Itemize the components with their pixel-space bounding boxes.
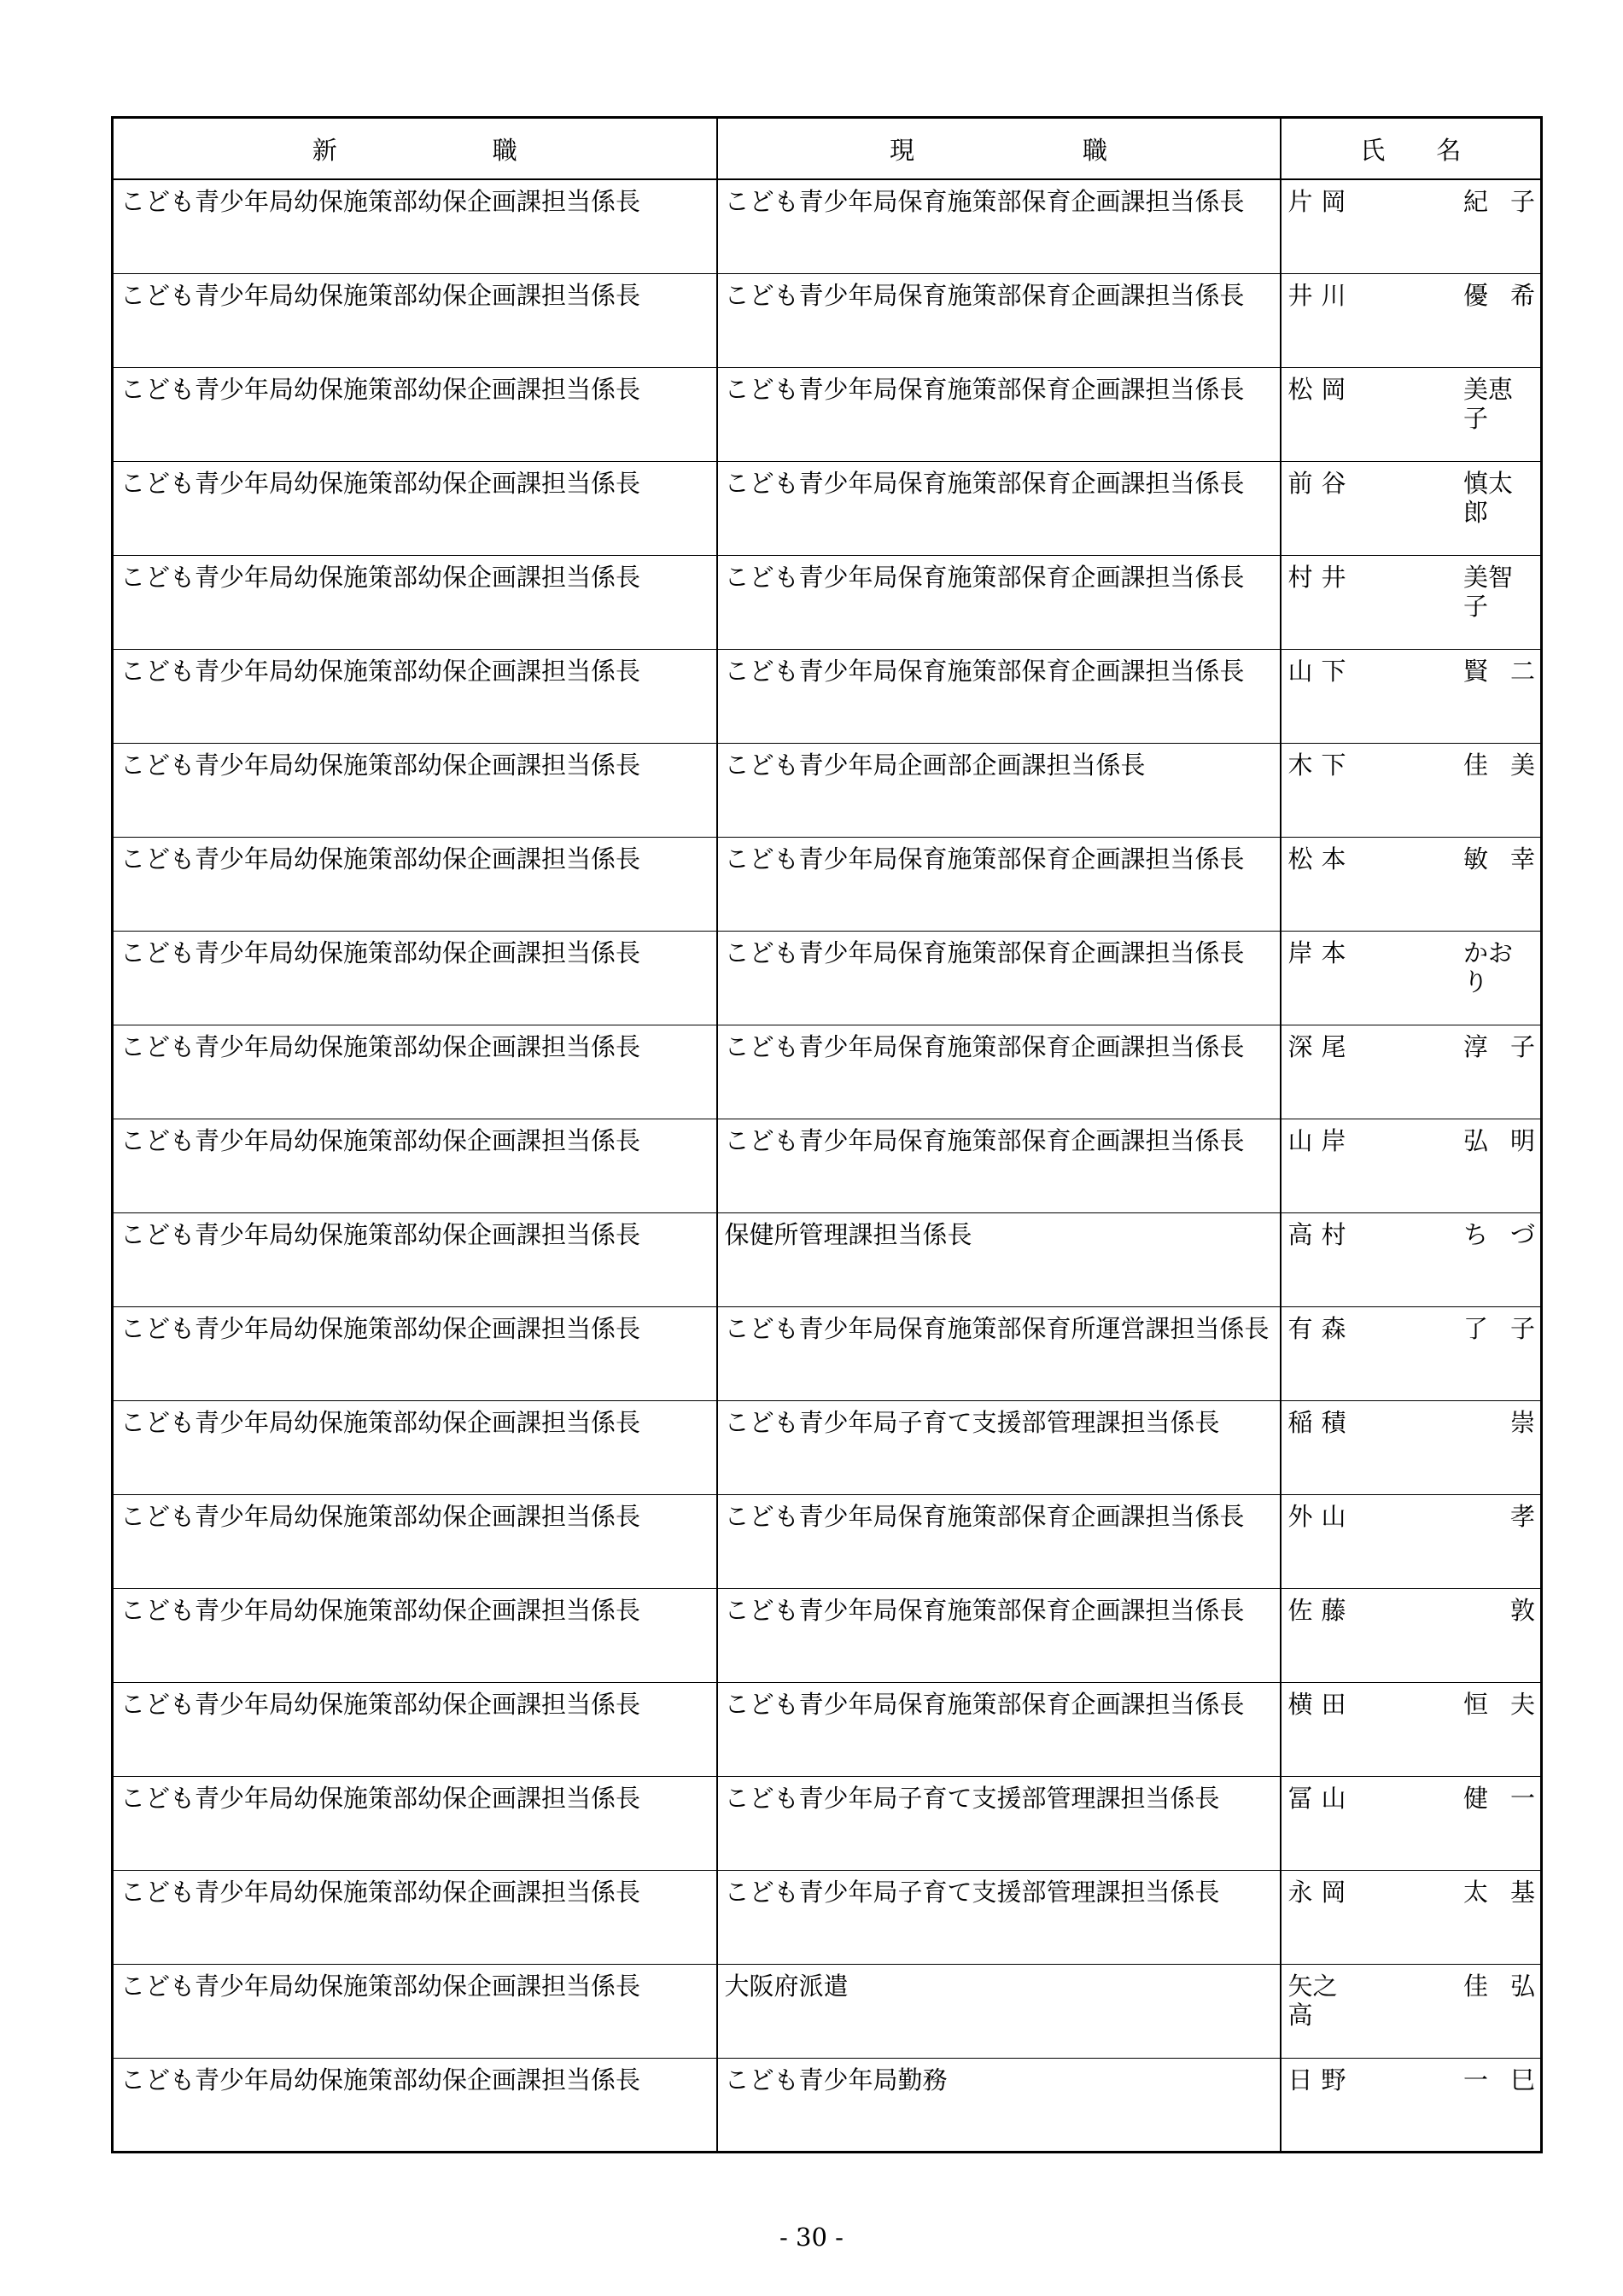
surname-part: 野 — [1321, 2065, 1346, 2094]
given-name-part: 紀 — [1463, 187, 1489, 216]
header-new-post-char-1: 新 — [312, 135, 337, 165]
surname-part: 山 — [1321, 1501, 1346, 1531]
surname-part: 岡 — [1321, 187, 1346, 216]
given-name — [1463, 1690, 1535, 1719]
current-post-cell: こども青少年局保育施策部保育企画課担当係長 — [717, 273, 1281, 367]
person-name — [1288, 938, 1536, 996]
surname-part: 岡 — [1321, 374, 1346, 404]
header-new-post-char-2: 職 — [492, 135, 517, 165]
surname-part: 山 — [1287, 1125, 1313, 1155]
surname — [1288, 375, 1346, 433]
new-post-cell: こども青少年局幼保施策部幼保企画課担当係長 — [113, 1025, 717, 1119]
table-row — [113, 273, 1542, 367]
new-post-cell: こども青少年局幼保施策部幼保企画課担当係長 — [113, 555, 717, 649]
table-row — [113, 1494, 1542, 1588]
name-cell — [1281, 1870, 1542, 1964]
given-name-part: 子 — [1509, 1313, 1535, 1343]
surname — [1288, 1784, 1346, 1813]
new-post-cell: こども青少年局幼保施策部幼保企画課担当係長 — [113, 1776, 717, 1870]
new-post-cell: こども青少年局幼保施策部幼保企画課担当係長 — [113, 931, 717, 1025]
surname-part: 松 — [1287, 844, 1313, 873]
new-post-cell: こども青少年局幼保施策部幼保企画課担当係長 — [113, 837, 717, 931]
surname-part: 有 — [1287, 1313, 1313, 1343]
person-name — [1288, 563, 1536, 621]
given-name-part: 弘 — [1463, 1125, 1489, 1155]
person-name — [1288, 1878, 1536, 1907]
name-cell — [1281, 1212, 1542, 1306]
name-cell — [1281, 367, 1542, 461]
given-name — [1463, 2065, 1535, 2094]
given-name-part: づ — [1509, 1219, 1535, 1249]
table-row — [113, 1212, 1542, 1306]
new-post-cell: こども青少年局幼保施策部幼保企画課担当係長 — [113, 2058, 717, 2152]
surname — [1288, 1502, 1346, 1531]
current-post-cell: こども青少年局保育施策部保育企画課担当係長 — [717, 461, 1281, 555]
table-row — [113, 931, 1542, 1025]
given-name — [1463, 657, 1535, 686]
current-post-cell: こども青少年局保育施策部保育企画課担当係長 — [717, 179, 1281, 273]
header-new-post — [113, 118, 717, 180]
person-name — [1288, 1126, 1536, 1155]
given-name-part: 巳 — [1509, 2065, 1535, 2094]
given-name — [1463, 375, 1535, 433]
given-name-part: 了 — [1463, 1313, 1489, 1343]
header-current-post-char-2: 職 — [1082, 135, 1107, 165]
surname — [1288, 938, 1346, 996]
surname — [1288, 1032, 1346, 1061]
new-post-cell: こども青少年局幼保施策部幼保企画課担当係長 — [113, 461, 717, 555]
name-cell — [1281, 555, 1542, 649]
surname-part: 田 — [1321, 1689, 1346, 1719]
new-post-cell: こども青少年局幼保施策部幼保企画課担当係長 — [113, 1682, 717, 1776]
surname — [1288, 469, 1346, 527]
name-cell — [1281, 649, 1542, 743]
surname-part: 高 — [1287, 1219, 1313, 1249]
surname-part: 山 — [1287, 656, 1313, 686]
surname — [1288, 1314, 1346, 1343]
current-post-cell: こども青少年局保育施策部保育企画課担当係長 — [717, 1588, 1281, 1682]
given-name-part: 賢 — [1463, 656, 1489, 686]
given-name — [1463, 751, 1535, 780]
name-cell — [1281, 837, 1542, 931]
person-name — [1288, 1220, 1536, 1249]
name-cell — [1281, 1964, 1542, 2058]
surname-part: 井 — [1321, 562, 1346, 592]
current-post-cell: こども青少年局子育て支援部管理課担当係長 — [717, 1400, 1281, 1494]
surname-part: 横 — [1287, 1689, 1313, 1719]
surname-part: 本 — [1321, 938, 1346, 967]
surname — [1288, 1408, 1346, 1437]
surname — [1288, 1690, 1346, 1719]
person-name — [1288, 844, 1536, 873]
name-cell — [1281, 1400, 1542, 1494]
new-post-cell: こども青少年局幼保施策部幼保企画課担当係長 — [113, 179, 717, 273]
given-name-part: 敏 — [1463, 844, 1489, 873]
current-post-cell: こども青少年局子育て支援部管理課担当係長 — [717, 1870, 1281, 1964]
given-name-part: 弘 — [1509, 1971, 1535, 2001]
surname — [1288, 1972, 1346, 2030]
name-cell — [1281, 1306, 1542, 1400]
name-cell — [1281, 743, 1542, 837]
surname-part: 岡 — [1321, 1877, 1346, 1907]
given-name-part: 二 — [1509, 656, 1535, 686]
given-name — [1463, 1220, 1535, 1249]
new-post-cell: こども青少年局幼保施策部幼保企画課担当係長 — [113, 1400, 717, 1494]
current-post-cell: 保健所管理課担当係長 — [717, 1212, 1281, 1306]
given-name — [1463, 1596, 1535, 1625]
surname-part: 永 — [1287, 1877, 1313, 1907]
table-row — [113, 1776, 1542, 1870]
table-row — [113, 461, 1542, 555]
name-cell — [1281, 1025, 1542, 1119]
new-post-cell: こども青少年局幼保施策部幼保企画課担当係長 — [113, 1870, 717, 1964]
table-row — [113, 837, 1542, 931]
given-name-part: 健 — [1463, 1783, 1489, 1813]
given-name-part: 一 — [1463, 2065, 1489, 2094]
current-post-cell: こども青少年局保育施策部保育企画課担当係長 — [717, 837, 1281, 931]
surname-part: 松 — [1287, 374, 1313, 404]
given-name-part: 太 — [1463, 1877, 1489, 1907]
given-name-part: 優 — [1463, 280, 1489, 310]
current-post-cell: こども青少年局保育施策部保育所運営課担当係長 — [717, 1306, 1281, 1400]
surname — [1288, 281, 1346, 310]
given-name — [1463, 1408, 1535, 1437]
table-row — [113, 649, 1542, 743]
current-post-cell: こども青少年局保育施策部保育企画課担当係長 — [717, 1682, 1281, 1776]
header-current-post-char-1: 現 — [890, 135, 915, 165]
new-post-cell: こども青少年局幼保施策部幼保企画課担当係長 — [113, 1306, 717, 1400]
given-name-part: 美恵子 — [1463, 374, 1514, 433]
given-name-part: 基 — [1509, 1877, 1535, 1907]
new-post-cell: こども青少年局幼保施策部幼保企画課担当係長 — [113, 1212, 717, 1306]
name-cell — [1281, 179, 1542, 273]
surname-part: 谷 — [1321, 468, 1346, 498]
table-row — [113, 1682, 1542, 1776]
new-post-cell: こども青少年局幼保施策部幼保企画課担当係長 — [113, 1964, 717, 2058]
person-name — [1288, 1032, 1536, 1061]
new-post-cell: こども青少年局幼保施策部幼保企画課担当係長 — [113, 1494, 717, 1588]
given-name-part: 敦 — [1509, 1595, 1535, 1625]
surname-part: 稲 — [1287, 1407, 1313, 1437]
surname-part: 藤 — [1321, 1595, 1346, 1625]
given-name-part: 子 — [1509, 187, 1535, 216]
given-name — [1463, 844, 1535, 873]
new-post-cell: こども青少年局幼保施策部幼保企画課担当係長 — [113, 649, 717, 743]
surname-part: 尾 — [1321, 1031, 1346, 1061]
given-name — [1463, 938, 1535, 996]
current-post-cell: こども青少年局保育施策部保育企画課担当係長 — [717, 555, 1281, 649]
surname-part: 井 — [1287, 280, 1313, 310]
new-post-cell: こども青少年局幼保施策部幼保企画課担当係長 — [113, 367, 717, 461]
given-name — [1463, 1972, 1535, 2030]
surname-part: 片 — [1287, 187, 1313, 216]
given-name-part: ち — [1463, 1219, 1489, 1249]
current-post-cell: こども青少年局保育施策部保育企画課担当係長 — [717, 649, 1281, 743]
person-name — [1288, 1784, 1536, 1813]
surname-part: 外 — [1287, 1501, 1313, 1531]
new-post-cell: こども青少年局幼保施策部幼保企画課担当係長 — [113, 1588, 717, 1682]
current-post-cell: こども青少年局保育施策部保育企画課担当係長 — [717, 1025, 1281, 1119]
new-post-cell: こども青少年局幼保施策部幼保企画課担当係長 — [113, 273, 717, 367]
current-post-cell: こども青少年局企画部企画課担当係長 — [717, 743, 1281, 837]
surname-part: 矢之高 — [1287, 1971, 1338, 2030]
name-cell — [1281, 461, 1542, 555]
given-name-part: 幸 — [1509, 844, 1535, 873]
given-name — [1463, 1314, 1535, 1343]
table-row — [113, 367, 1542, 461]
table-row — [113, 1870, 1542, 1964]
given-name-part: 明 — [1509, 1125, 1535, 1155]
table-row — [113, 1025, 1542, 1119]
header-name — [1281, 118, 1542, 180]
given-name-part: かおり — [1463, 938, 1514, 996]
surname — [1288, 563, 1346, 621]
given-name — [1463, 187, 1535, 216]
table-row — [113, 1119, 1542, 1212]
surname — [1288, 1596, 1346, 1625]
given-name — [1463, 1878, 1535, 1907]
name-cell — [1281, 1494, 1542, 1588]
current-post-cell: こども青少年局保育施策部保育企画課担当係長 — [717, 1494, 1281, 1588]
given-name-part: 美智子 — [1463, 562, 1514, 621]
current-post-cell: こども青少年局保育施策部保育企画課担当係長 — [717, 367, 1281, 461]
surname — [1288, 1126, 1346, 1155]
person-name — [1288, 657, 1536, 686]
table-row — [113, 1964, 1542, 2058]
header-current-post — [717, 118, 1281, 180]
given-name-part: 美 — [1509, 750, 1535, 780]
given-name-part: 孝 — [1509, 1501, 1535, 1531]
name-cell — [1281, 2058, 1542, 2152]
person-name — [1288, 1502, 1536, 1531]
table-row — [113, 179, 1542, 273]
personnel-table — [111, 116, 1543, 2153]
page-number: - 30 - — [779, 2223, 844, 2252]
surname-part: 森 — [1321, 1313, 1346, 1343]
surname-part: 佐 — [1287, 1595, 1313, 1625]
current-post-cell: 大阪府派遣 — [717, 1964, 1281, 2058]
table-row — [113, 555, 1542, 649]
new-post-cell: こども青少年局幼保施策部幼保企画課担当係長 — [113, 743, 717, 837]
given-name — [1463, 563, 1535, 621]
given-name — [1463, 1502, 1535, 1531]
surname-part: 山 — [1321, 1783, 1346, 1813]
given-name — [1463, 1784, 1535, 1813]
name-cell — [1281, 1776, 1542, 1870]
name-cell — [1281, 1588, 1542, 1682]
given-name-part: 一 — [1509, 1783, 1535, 1813]
person-name — [1288, 1408, 1536, 1437]
given-name — [1463, 1032, 1535, 1061]
given-name-part: 慎太郎 — [1463, 468, 1514, 527]
surname — [1288, 2065, 1346, 2094]
person-name — [1288, 1972, 1536, 2030]
surname-part: 村 — [1321, 1219, 1346, 1249]
surname-part: 深 — [1287, 1031, 1313, 1061]
person-name — [1288, 2065, 1536, 2094]
table-row — [113, 1400, 1542, 1494]
current-post-cell: こども青少年局勤務 — [717, 2058, 1281, 2152]
current-post-cell: こども青少年局子育て支援部管理課担当係長 — [717, 1776, 1281, 1870]
surname-part: 木 — [1287, 750, 1313, 780]
given-name-part: 夫 — [1509, 1689, 1535, 1719]
person-name — [1288, 751, 1536, 780]
given-name — [1463, 1126, 1535, 1155]
surname-part: 冨 — [1287, 1783, 1313, 1813]
current-post-cell: こども青少年局保育施策部保育企画課担当係長 — [717, 1119, 1281, 1212]
table-row — [113, 1306, 1542, 1400]
surname-part: 岸 — [1287, 938, 1313, 967]
current-post-cell: こども青少年局保育施策部保育企画課担当係長 — [717, 931, 1281, 1025]
surname — [1288, 1220, 1346, 1249]
given-name — [1463, 469, 1535, 527]
surname-part: 川 — [1321, 280, 1346, 310]
person-name — [1288, 469, 1536, 527]
surname — [1288, 657, 1346, 686]
given-name-part: 崇 — [1509, 1407, 1535, 1437]
table-row — [113, 2058, 1542, 2152]
surname — [1288, 1878, 1346, 1907]
header-name-char-2: 名 — [1436, 135, 1462, 165]
table-header-row — [113, 118, 1542, 180]
surname-part: 村 — [1287, 562, 1313, 592]
table-row — [113, 1588, 1542, 1682]
surname-part: 下 — [1321, 750, 1346, 780]
surname — [1288, 844, 1346, 873]
given-name-part: 恒 — [1463, 1689, 1489, 1719]
header-name-char-1: 氏 — [1360, 135, 1386, 165]
surname-part: 本 — [1321, 844, 1346, 873]
given-name-part: 佳 — [1463, 1971, 1489, 2001]
given-name-part: 淳 — [1463, 1031, 1489, 1061]
new-post-cell: こども青少年局幼保施策部幼保企画課担当係長 — [113, 1119, 717, 1212]
surname-part: 積 — [1321, 1407, 1346, 1437]
given-name-part: 子 — [1509, 1031, 1535, 1061]
surname — [1288, 751, 1346, 780]
surname-part: 前 — [1287, 468, 1313, 498]
surname-part: 日 — [1287, 2065, 1313, 2094]
person-name — [1288, 187, 1536, 216]
given-name-part: 佳 — [1463, 750, 1489, 780]
surname-part: 岸 — [1321, 1125, 1346, 1155]
surname — [1288, 187, 1346, 216]
table-row — [113, 743, 1542, 837]
person-name — [1288, 375, 1536, 433]
name-cell — [1281, 273, 1542, 367]
person-name — [1288, 281, 1536, 310]
person-name — [1288, 1314, 1536, 1343]
given-name-part: 希 — [1509, 280, 1535, 310]
name-cell — [1281, 1682, 1542, 1776]
name-cell — [1281, 1119, 1542, 1212]
surname-part: 下 — [1321, 656, 1346, 686]
name-cell — [1281, 931, 1542, 1025]
given-name — [1463, 281, 1535, 310]
person-name — [1288, 1690, 1536, 1719]
person-name — [1288, 1596, 1536, 1625]
